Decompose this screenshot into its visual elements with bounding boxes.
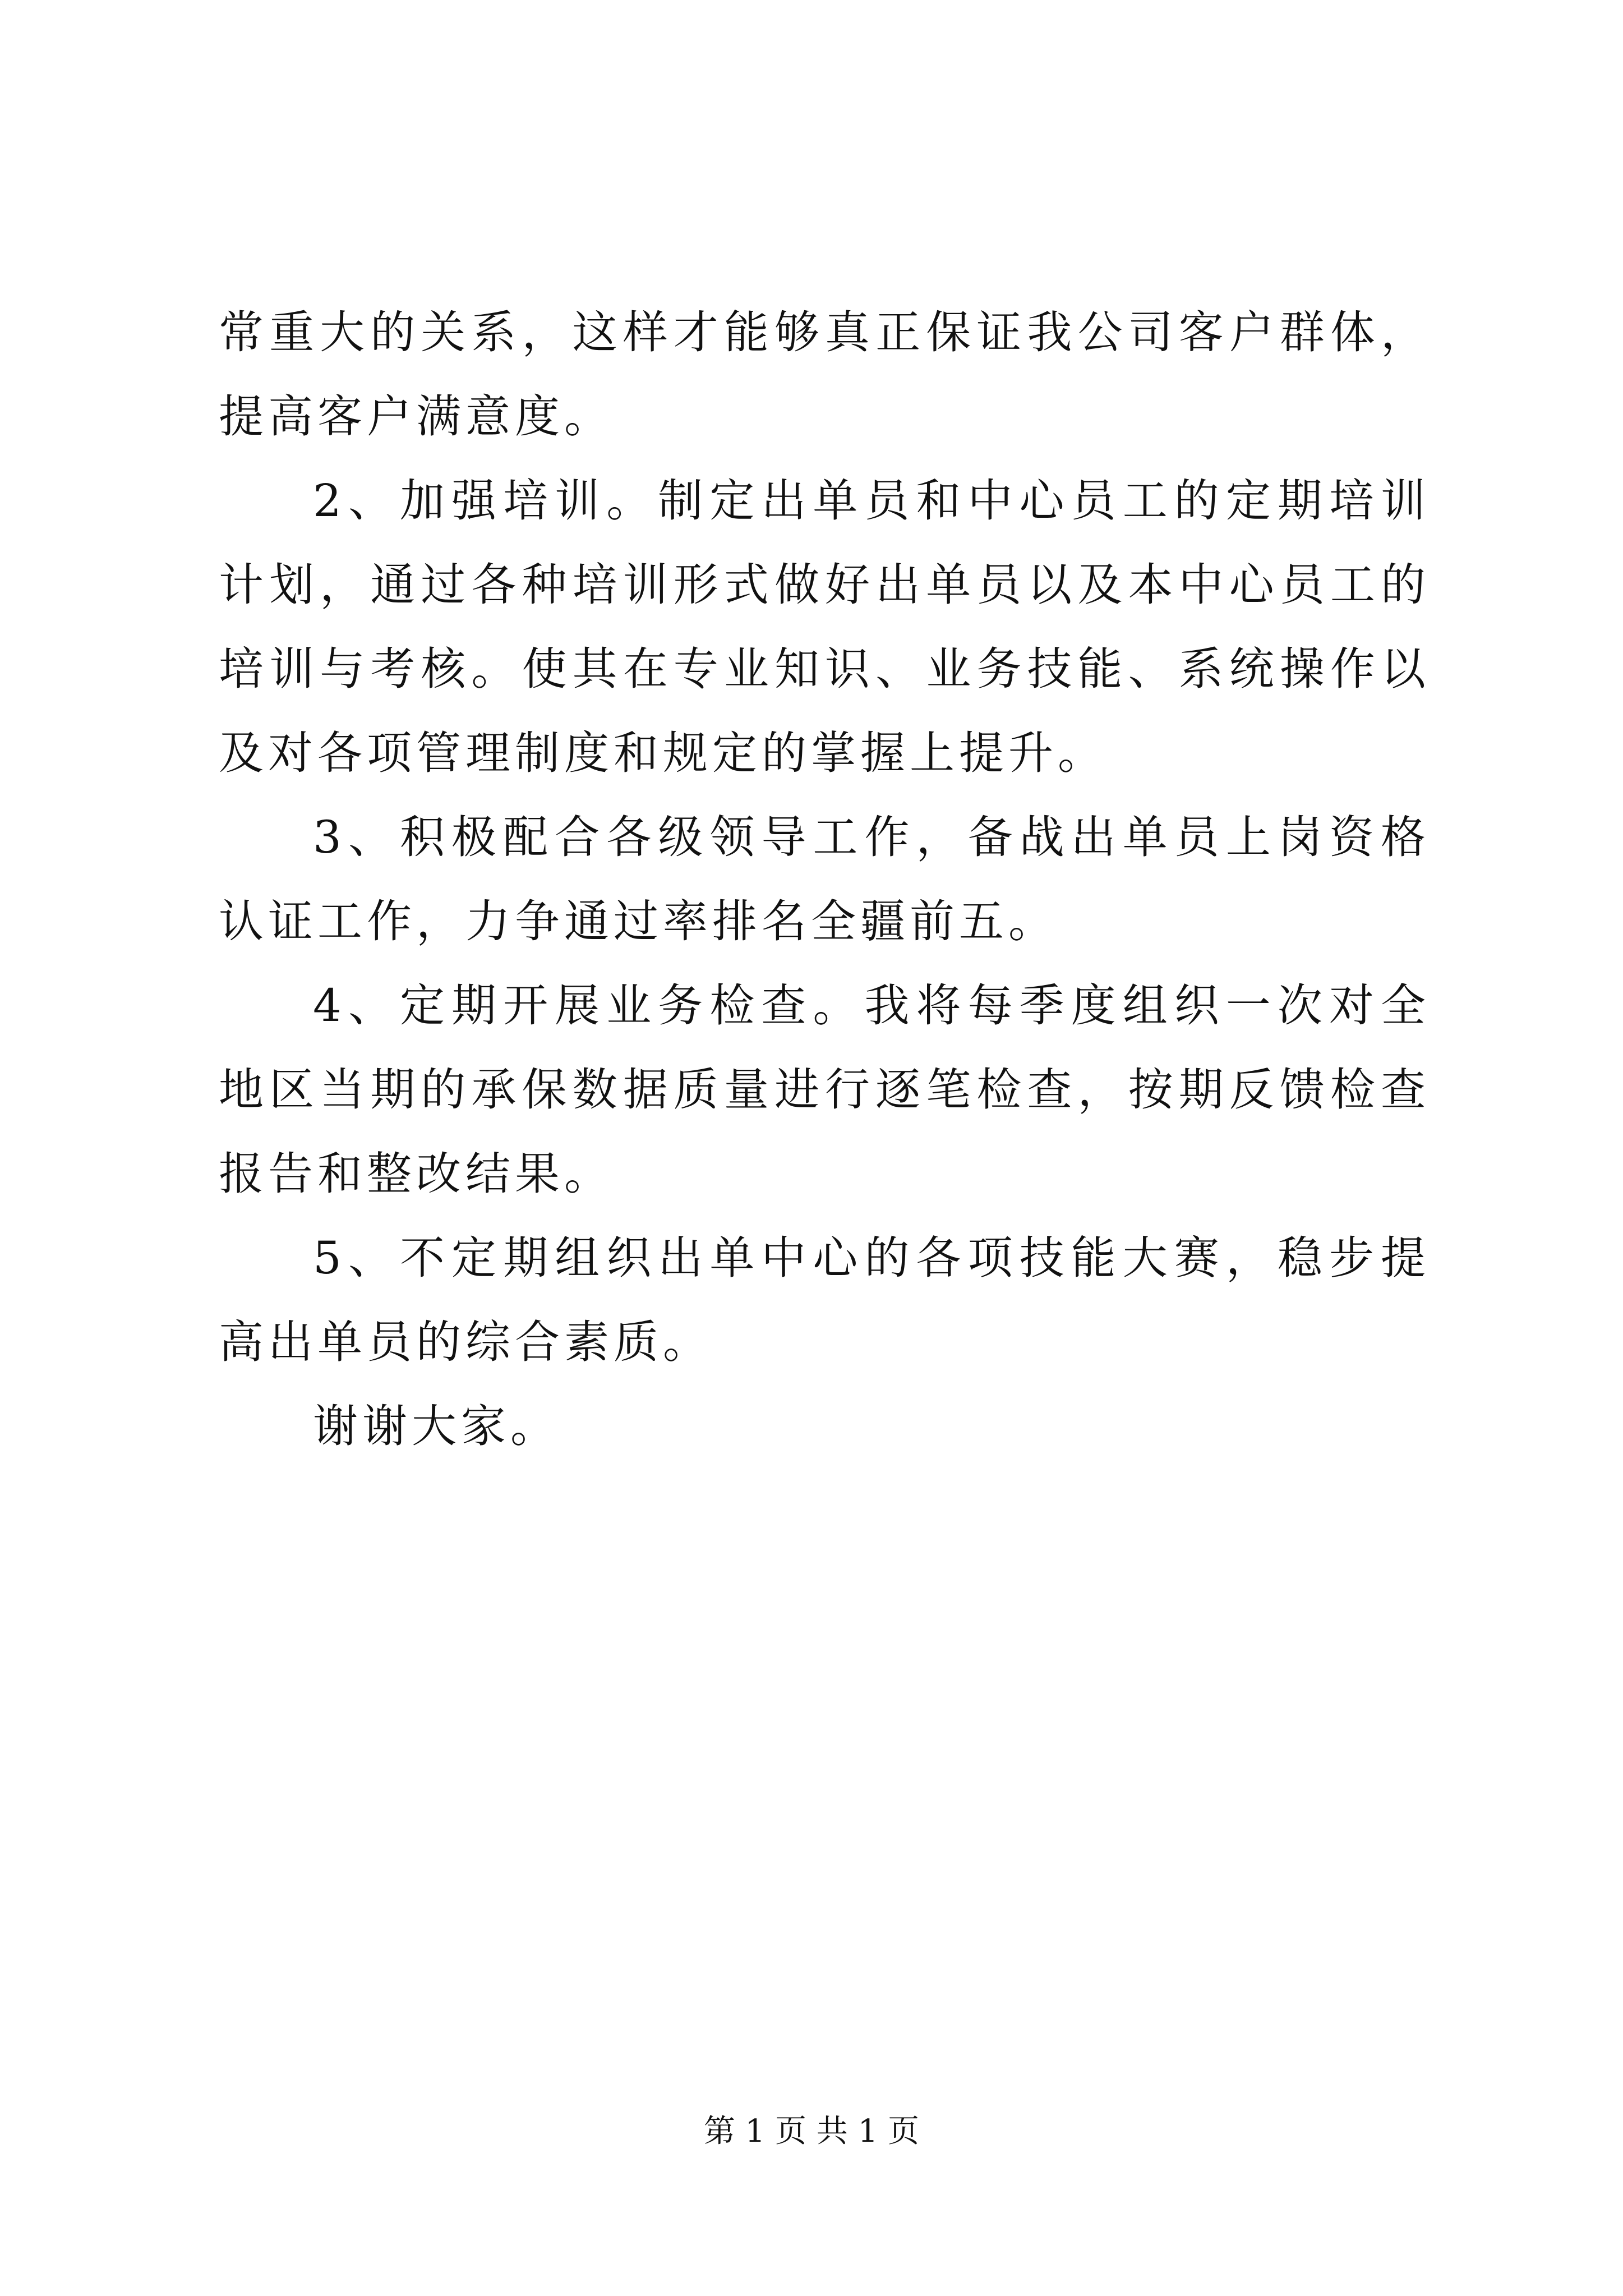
paragraph-item-2-training: 2、加强培训。制定出单员和中心员工的定期培训计划，通过各种培训形式做好出单员以及本中心员工的培训与考核。使其在专业知识、业务技能、系统操作以及对各项管理制度和规定的掌握上提升。 [219, 475, 1430, 779]
paragraph-item-3-certification: 3、积极配合各级领导工作，备战出单员上岗资格认证工作，力争通过率排名全疆前五。 [219, 811, 1430, 947]
page-footer: 第 1 页 共 1 页 [703, 2113, 920, 2150]
document-body [219, 291, 1430, 1469]
paragraph-closing: 谢谢大家。 [313, 1400, 560, 1452]
paragraph-continuation: 常重大的关系，这样才能够真正保证我公司客户群体，提高客户满意度。 [219, 306, 1430, 443]
paragraph-item-4-inspection: 4、定期开展业务检查。我将每季度组织一次对全地区当期的承保数据质量进行逐笔检查，按期反馈检查报告和整改结果。 [219, 979, 1430, 1200]
paragraph-item-5-competition: 5、不定期组织出单中心的各项技能大赛，稳步提高出单员的综合素质。 [219, 1232, 1430, 1368]
